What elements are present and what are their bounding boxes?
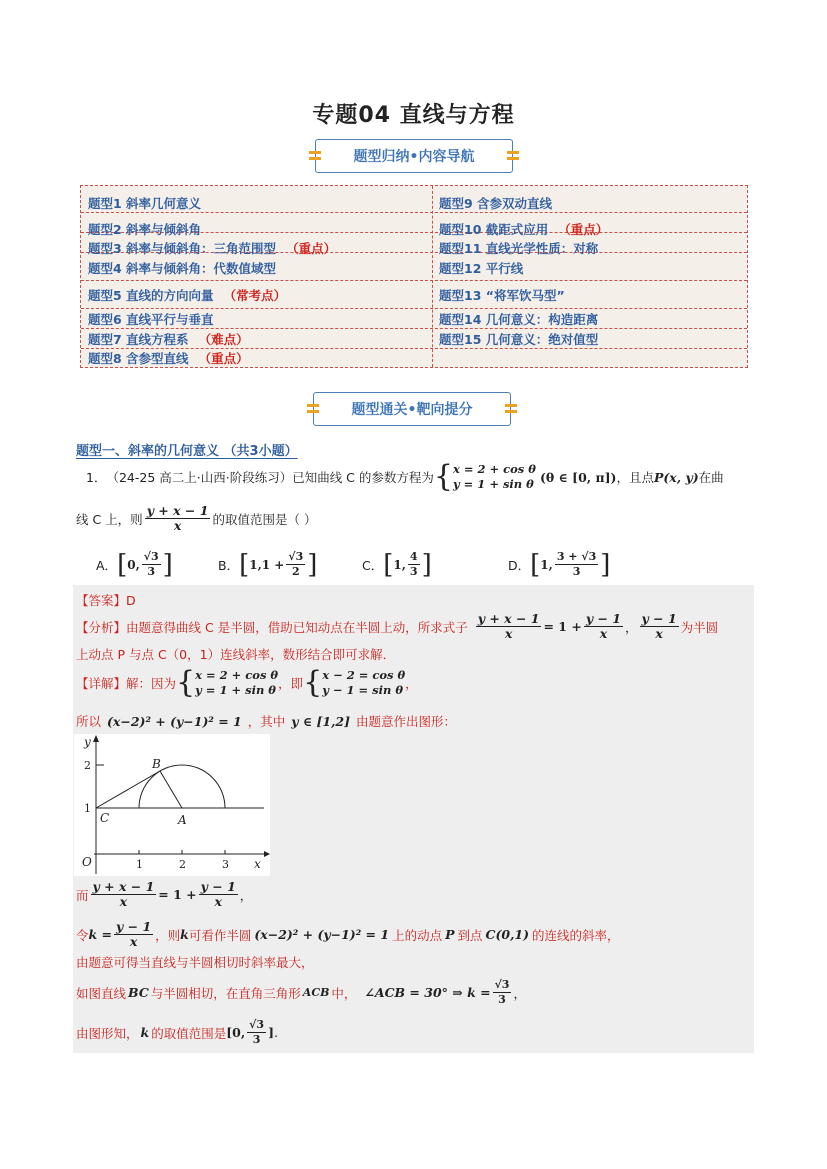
practice-banner [313,392,511,426]
question-stem-continued: 线 C 上，则 $\frac{y + x - 1}{x}$ 的取值范围是（ ） [76,503,317,533]
option-c[interactable]: C． [ 1, $\frac{4}{3}$ ] [362,549,432,580]
topic-link[interactable]: 题型7 直线方程系 （难点） [88,332,249,347]
y-tick-label: 2 [84,759,91,772]
analysis-line-2: 上动点 P 与点 C（0，1）连线斜率，数形结合即可求解． [76,647,396,662]
y-tick-label: 1 [84,802,91,815]
question-number: 1． [86,470,107,485]
point-b-label: B [152,757,161,771]
parametric-system: { x = 2 + cos θ y = 1 + sin θ [433,459,536,494]
question-text: 已知曲线 C 的参数方程为 [292,470,434,485]
x-tick-label: 1 [136,858,143,871]
banner-ornament-icon [307,402,319,416]
topic-link[interactable]: 题型6 直线平行与垂直 [88,312,214,327]
question-source: （24-25 高二上·山西·阶段练习） [106,470,293,485]
topic-link[interactable]: 题型13 “将军饮马型” [439,288,565,303]
x-tick-label: 2 [179,858,186,871]
detail-line-3: 而 $\frac{y + x - 1}{x}$ = 1 + $\frac{y - 1}{x}$ ， [76,879,253,909]
point-p: P(x, y) [653,469,699,485]
section-heading: 题型一、斜率的几何意义 （共3小题） [76,444,298,459]
analysis-line: 【分析】 由题意得曲线 C 是半圆，借助已知动点在半圆上动，所求式子 $\frac{y + x - 1}{x}$ = 1 + $\frac{y - 1}{x}$ ， $\frac{y - 1}{x}$ 为半圆 [76,611,719,641]
topic-link[interactable]: 题型12 平行线 [439,261,524,276]
topic-link[interactable]: 题型10 截距式应用 （重点） [439,222,609,237]
x-axis-label: x [254,857,261,871]
detail-line: 【详解】 解：因为 { x = 2 + cos θ y = 1 + sin θ ，即 { x − 2 = cos θ y − 1 = sin θ ， [76,665,418,700]
page-title: 专题04 直线与方程 [312,103,515,128]
option-b[interactable]: B． [ 1,1 + $\frac{√3}{2}$ ] [218,549,318,580]
option-a[interactable]: A． [ 0, $\frac{√3}{3}$ ] [96,549,173,580]
detail-line-2: 所以 (x−2)² + (y−1)² = 1 ，其中 y ∈ [1,2] 由题意作出图形： [76,713,457,729]
detail-line-7: 由图形知， k 的取值范围是 [0, $\frac{√3}{3}$ ] . [76,1018,278,1046]
target-expression: $\frac{y + x - 1}{x}$ [146,503,209,533]
point-a-label: A [178,813,187,827]
contents-banner-label: 题型归纳•内容导航 [353,149,475,165]
detail-line-4: 令 k = $\frac{y - 1}{x}$ ，则 k 可看作半圆 (x−2)² + (y−1)² = 1 上的动点 P 到点 C(0,1) 的连线的斜率， [76,919,620,949]
contents-banner [315,139,513,173]
origin-label: O [82,855,92,869]
topic-link[interactable]: 题型11 直线光学性质：对称 [439,241,599,256]
question-stem: 1． （24-25 高二上·山西·阶段练习） 已知曲线 C 的参数方程为 { x = 2 + cos θ y = 1 + sin θ (θ ∈ [0, π]) ，且点 P(x, y) 在曲 [86,459,724,494]
y-axis-label: y [84,735,91,749]
x-tick-label: 3 [222,858,229,871]
banner-ornament-icon [505,402,517,416]
topic-link[interactable]: 题型15 几何意义：绝对值型 [439,332,599,347]
detail-line-5: 由题意可得当直线与半圆相切时斜率最大， [76,955,314,970]
point-c-label: C [100,811,110,825]
banner-ornament-icon [309,149,321,163]
topic-link[interactable]: 题型8 含参型直线 （重点） [88,351,249,366]
topic-link[interactable]: 题型1 斜率几何意义 [88,196,202,211]
topic-table [80,185,748,368]
semicircle-figure [74,734,270,876]
detail-line-6: 如图直线 BC 与半圆相切，在直角三角形 ACB 中， ∠ACB = 30° ⇒ k = $\frac{√3}{3}$ ， [76,978,526,1006]
topic-link[interactable]: 题型5 直线的方向向量 （常考点） [88,288,287,303]
topic-link[interactable]: 题型9 含参双动直线 [439,196,553,211]
topic-link[interactable]: 题型3 斜率与倾斜角：三角范围型 （重点） [88,241,337,256]
option-d[interactable]: D． [ 1, $\frac{3 + √3}{3}$ ] [508,549,611,580]
topic-link[interactable]: 题型4 斜率与倾斜角：代数值域型 [88,261,277,276]
banner-ornament-icon [507,149,519,163]
answer-line: 【答案】D [76,593,136,608]
topic-link[interactable]: 题型2 斜率与倾斜角 [88,222,202,237]
practice-banner-label: 题型通关•靶向提分 [351,402,473,418]
parameter-domain: (θ ∈ [0, π]) [539,469,617,485]
topic-link[interactable]: 题型14 几何意义：构造距离 [439,312,599,327]
